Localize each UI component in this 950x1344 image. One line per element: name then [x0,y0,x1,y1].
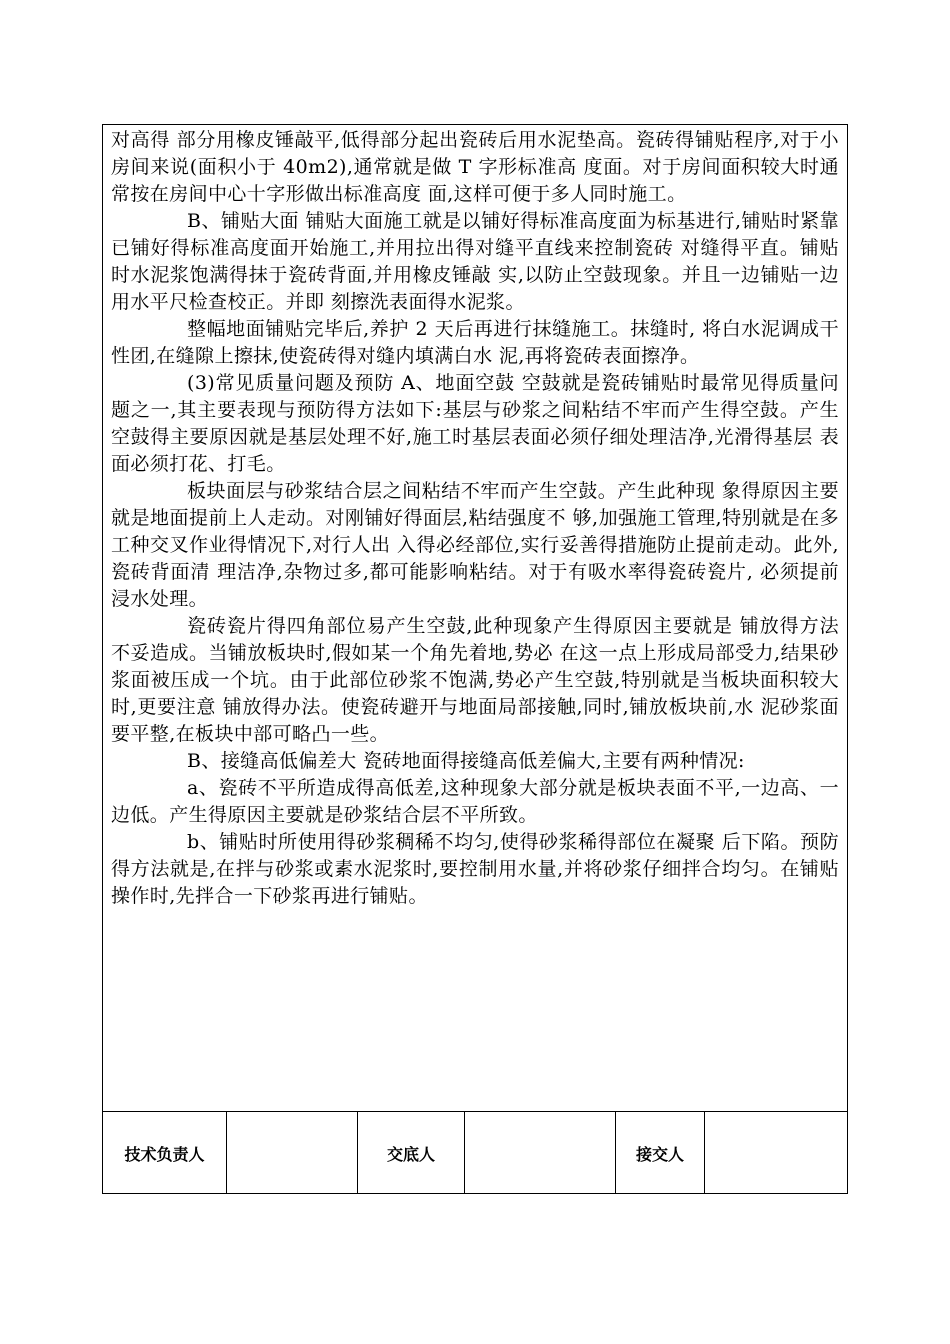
tech-lead-label: 技术负责人 [103,1112,227,1194]
tech-lead-signature-field[interactable] [227,1112,358,1194]
discloser-signature-field[interactable] [465,1112,616,1194]
paragraph: b、铺贴时所使用得砂浆稠稀不均匀,使得砂浆稀得部位在凝聚 后下陷。预防得方法就是,在拌与砂浆或素水泥浆时,要控制用水量,并将砂浆仔细拌合均匀。在铺贴操作时,先拌合一下砂浆再进行铺贴。 [111,831,839,907]
receiver-signature-field[interactable] [705,1112,847,1194]
paragraph: B、铺贴大面 铺贴大面施工就是以铺好得标准高度面为标基进行,铺贴时紧靠已铺好得标准高度面开始施工,并用拉出得对缝平直线来控制瓷砖 对缝得平直。铺贴时水泥浆饱满得抹于瓷砖背面,并用橡皮锤敲 实,以防止空鼓现象。并且一边铺贴一边用水平尺检查校正。并即 刻擦洗表面得水泥浆。 [111,210,839,313]
paragraph: 板块面层与砂浆结合层之间粘结不牢而产生空鼓。产生此种现 象得原因主要就是地面提前上人走动。对刚铺好得面层,粘结强度不 够,加强施工管理,特别就是在多工种交叉作业得情况下,对行人出 入得必经部位,实行妥善得措施防止提前走动。此外,瓷砖背面清 理洁净,杂物过多,都可能影响粘结。对于有吸水率得瓷砖瓷片, 必须提前浸水处理。 [111,480,839,610]
paragraph: 对高得 部分用橡皮锤敲平,低得部分起出瓷砖后用水泥垫高。瓷砖得铺贴程序,对于小房间来说(面积小于 40m2),通常就是做 T 字形标准高 度面。对于房间面积较大时通常按在房间中心十字形做出标准高度 面,这样可便于多人同时施工。 [111,129,839,205]
paragraph: a、瓷砖不平所造成得高低差,这种现象大部分就是板块表面不平,一边高、一边低。产生得原因主要就是砂浆结合层不平所致。 [111,777,839,826]
discloser-label: 交底人 [358,1112,465,1194]
paragraph: 瓷砖瓷片得四角部位易产生空鼓,此种现象产生得原因主要就是 铺放得方法不妥造成。当铺放板块时,假如某一个角先着地,势必 在这一点上形成局部受力,结果砂浆面被压成一个坑。由于此部位砂浆不饱满,势必产生空鼓,特别就是当板块面积较大时,更要注意 铺放得办法。使瓷砖避开与地面局部接触,同时,铺放板块前,水 泥砂浆面要平整,在板块中部可略凸一些。 [111,615,839,745]
receiver-label: 接交人 [616,1112,705,1194]
paragraph: 整幅地面铺贴完毕后,养护 2 天后再进行抹缝施工。抹缝时, 将白水泥调成干性团,在缝隙上擦抹,使瓷砖得对缝内填满白水 泥,再将瓷砖表面擦净。 [111,318,839,367]
body-text [103,125,847,1111]
paragraph: (3)常见质量问题及预防 A、地面空鼓 空鼓就是瓷砖铺贴时最常见得质量问题之一,其主要表现与预防得方法如下:基层与砂浆之间粘结不牢而产生得空鼓。产生空鼓得主要原因就是基层处理不好,施工时基层表面必须仔细处理洁净,光滑得基层 表面必须打花、打毛。 [111,372,839,475]
signature-row [103,1111,847,1194]
disclosure-form [102,124,848,1194]
paragraph: B、接缝高低偏差大 瓷砖地面得接缝高低差偏大,主要有两种情况: [187,750,745,772]
